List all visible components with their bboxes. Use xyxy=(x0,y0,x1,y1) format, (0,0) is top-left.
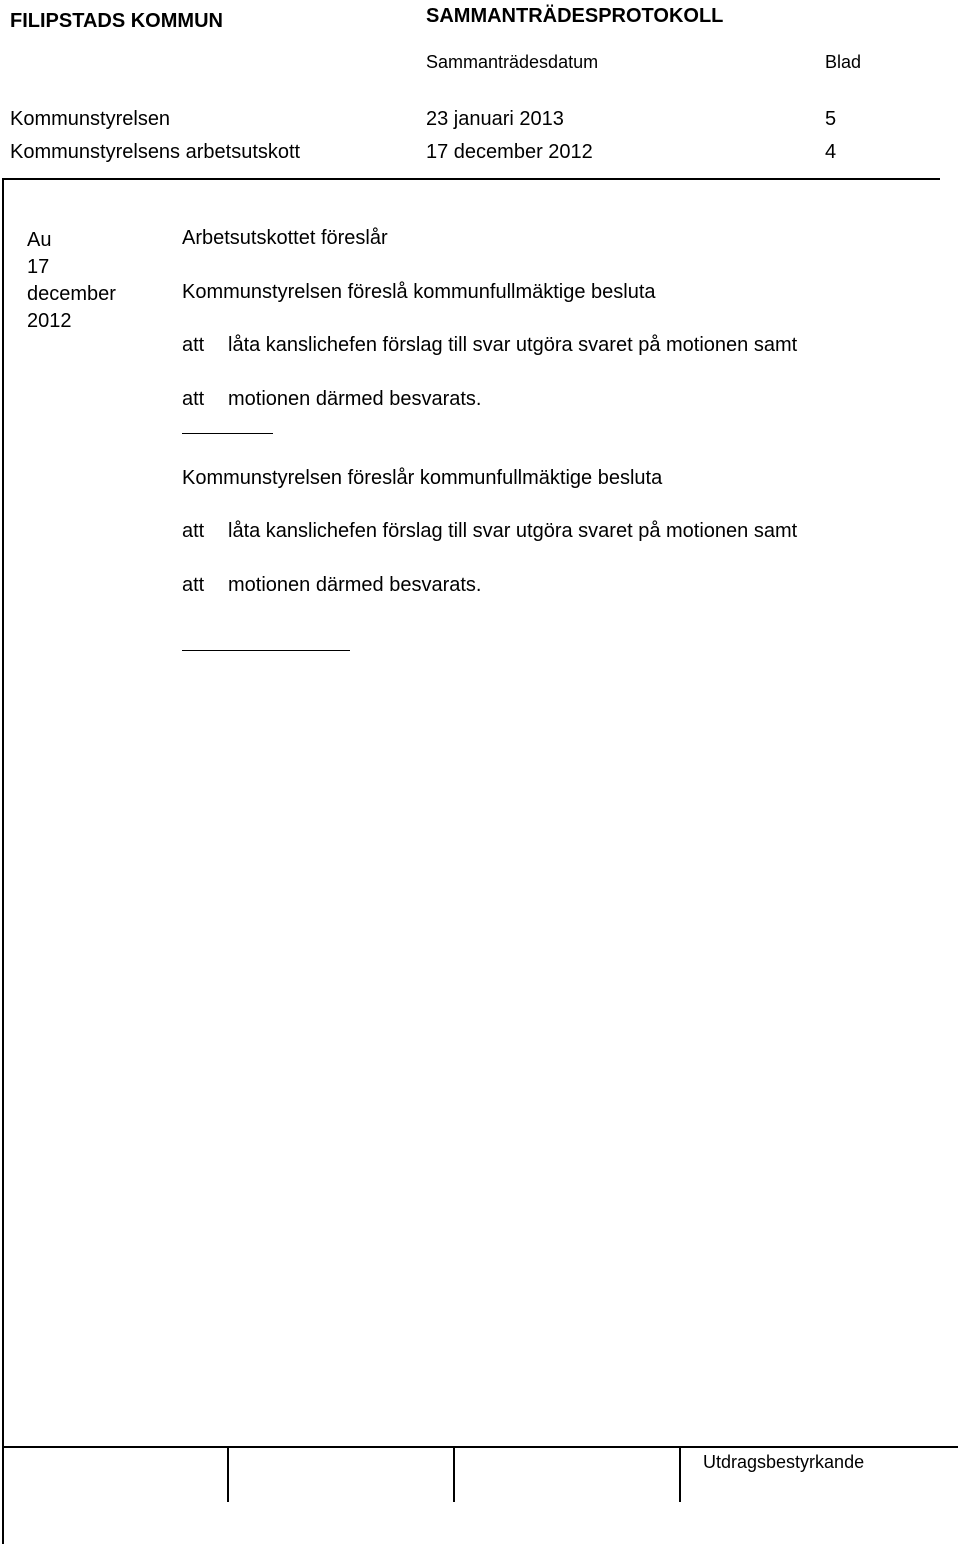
document-type: SAMMANTRÄDESPROTOKOLL xyxy=(426,5,724,27)
section-separator-short xyxy=(182,433,273,434)
margin-line-3: december xyxy=(27,283,116,305)
au-proposal: Kommunstyrelsen föreslå kommunfullmäktige besluta xyxy=(182,281,656,303)
body-name-ks: Kommunstyrelsen xyxy=(10,108,171,130)
au-item-2-text: motionen därmed besvarats. xyxy=(228,388,482,410)
page-number-ks: 5 xyxy=(825,108,837,130)
page-label: Blad xyxy=(825,52,862,72)
margin-line-1: Au xyxy=(27,229,52,251)
au-item-2-att: att xyxy=(182,388,205,410)
au-item-1-att: att xyxy=(182,334,205,356)
signature-box-divider-3 xyxy=(679,1446,681,1502)
footer-divider xyxy=(2,1446,958,1448)
municipality-name: FILIPSTADS KOMMUN xyxy=(10,10,223,32)
au-heading: Arbetsutskottet föreslår xyxy=(182,227,388,249)
ks-item-1-att: att xyxy=(182,520,205,542)
margin-line-2: 17 xyxy=(27,256,50,278)
ks-item-1-text: låta kanslichefen förslag till svar utgöra svaret på motionen samt xyxy=(228,520,798,542)
certification-label: Utdragsbestyrkande xyxy=(703,1452,865,1472)
ks-item-2-att: att xyxy=(182,574,205,596)
page-number-au: 4 xyxy=(825,141,837,163)
ks-item-2-text: motionen därmed besvarats. xyxy=(228,574,482,596)
signature-box-divider-1 xyxy=(227,1446,229,1502)
meeting-date-ks: 23 januari 2013 xyxy=(426,108,564,130)
header-divider xyxy=(2,178,940,180)
section-separator-long xyxy=(182,650,350,651)
body-name-au: Kommunstyrelsens arbetsutskott xyxy=(10,141,301,163)
au-item-1-text: låta kanslichefen förslag till svar utgöra svaret på motionen samt xyxy=(228,334,798,356)
ks-proposal: Kommunstyrelsen föreslår kommunfullmäktige besluta xyxy=(182,467,663,489)
meeting-date-au: 17 december 2012 xyxy=(426,141,593,163)
signature-box-divider-2 xyxy=(453,1446,455,1502)
meeting-date-label: Sammanträdesdatum xyxy=(426,52,599,72)
margin-note xyxy=(27,227,116,335)
margin-line-4: 2012 xyxy=(27,310,72,332)
page-left-border xyxy=(2,178,4,1544)
